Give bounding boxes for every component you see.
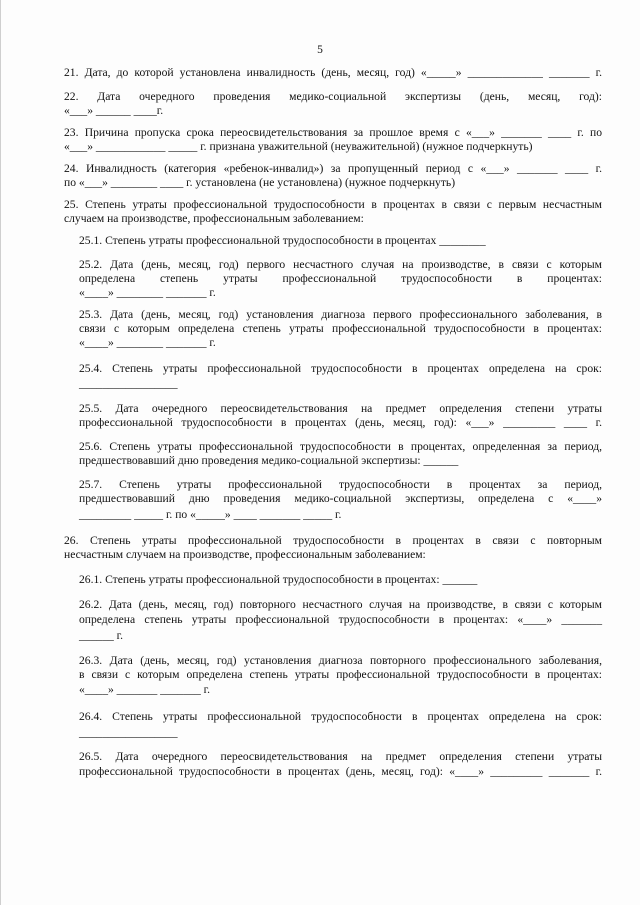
item-26-2-line-3: ______ г. bbox=[79, 629, 124, 642]
item-25-7-line-3: _________ _____ г. по «_____» ____ _______ _____ г. bbox=[79, 508, 342, 521]
item-26-2-line-1: 26.2. Дата (день, месяц, год) повторного несчастного случая на производстве, в связи с которым bbox=[79, 598, 602, 611]
item-25-2-line-2: определена степень утраты профессиональной трудоспособности в процентах: bbox=[79, 272, 602, 285]
item-25-6-line-2: предшествовавший дню проведения медико-социальной экспертизы: ______ bbox=[79, 454, 459, 467]
item-25-5-line-2: профессиональной трудоспособности в процентах (день, месяц, год): «___» _________ ____ г. bbox=[79, 416, 602, 429]
item-26-4-line-1: 26.4. Степень утраты профессиональной трудоспособности в процентах определена на срок: bbox=[79, 710, 602, 723]
item-26-3-line-1: 26.3. Дата (день, месяц, год) установления диагноза повторного профессионального заболевания, bbox=[79, 654, 602, 667]
item-26-3-line-2: в связи с которым определена степень утраты профессиональной трудоспособности в процентах: bbox=[79, 668, 602, 681]
page-left-edge bbox=[0, 0, 1, 905]
item-26-line-1: 26. Степень утраты профессиональной трудоспособности в процентах в связи с повторным bbox=[64, 534, 602, 547]
item-25-3-line-1: 25.3. Дата (день, месяц, год) установления диагноза первого профессионального заболевания, в bbox=[79, 308, 602, 321]
item-25-3-line-3: «____» ________ _______ г. bbox=[79, 336, 216, 349]
item-25-7-line-1: 25.7. Степень утраты профессиональной трудоспособности в процентах за период, bbox=[79, 478, 602, 491]
item-23-line-1: 23. Причина пропуска срока переосвидетельствования за прошлое время с «___» _______ ____ г. по bbox=[64, 126, 602, 139]
item-25-7-line-2: предшествовавший дню проведения медико-социальной экспертизы, определена с «____» bbox=[79, 492, 602, 505]
item-22-line-1: 22. Дата очередного проведения медико-социальной экспертизы (день, месяц, год): bbox=[64, 90, 602, 103]
item-25-2-line-3: «____» ________ _______ г. bbox=[79, 286, 216, 299]
item-22-line-2: «___» ______ ____г. bbox=[64, 104, 164, 117]
item-23-line-2: «___» ____________ _____ г. признана уважительной (неуважительной) (нужное подчеркнуть) bbox=[64, 140, 533, 153]
item-26-2-line-2: определена степень утраты профессиональной трудоспособности в процентах: «____» _______ bbox=[79, 613, 602, 626]
item-26-line-2: несчастным случаем на производстве, профессиональным заболеванием: bbox=[64, 548, 426, 561]
item-26-3-line-3: «____» _______ _______ г. bbox=[79, 683, 210, 696]
item-25-line-2: случаем на производстве, профессиональным заболеванием: bbox=[64, 212, 364, 225]
item-25-5-line-1: 25.5. Дата очередного переосвидетельствования на предмет определения степени утраты bbox=[79, 402, 602, 415]
item-25-line-1: 25. Степень утраты профессиональной трудоспособности в процентах в связи с первым несчастным bbox=[64, 198, 602, 211]
item-21-line-1: 21. Дата, до которой установлена инвалидность (день, месяц, год) «_____» _____________ _______ г. bbox=[64, 66, 602, 79]
item-25-6-line-1: 25.6. Степень утраты профессиональной трудоспособности в процентах, определенная за период, bbox=[79, 440, 602, 453]
page-number: 5 bbox=[317, 44, 323, 56]
item-24-line-2: по «___» ________ ____ г. установлена (не установлена) (нужное подчеркнуть) bbox=[64, 176, 456, 189]
item-25-1-line-1: 25.1. Степень утраты профессиональной трудоспособности в процентах ________ bbox=[79, 234, 486, 247]
item-26-4-line-2: _________________ bbox=[79, 726, 178, 739]
item-25-4-line-2: _________________ bbox=[79, 377, 178, 390]
item-25-4-line-1: 25.4. Степень утраты профессиональной трудоспособности в процентах определена на срок: bbox=[79, 362, 602, 375]
item-25-2-line-1: 25.2. Дата (день, месяц, год) первого несчастного случая на производстве, в связи с которым bbox=[79, 258, 602, 271]
item-26-5-line-2: профессиональной трудоспособности в процентах (день, месяц, год): «____» _________ _______ г. bbox=[79, 765, 602, 778]
item-26-5-line-1: 26.5. Дата очередного переосвидетельствования на предмет определения степени утраты bbox=[79, 750, 602, 763]
item-26-1-line-1: 26.1. Степень утраты профессиональной трудоспособности в процентах: ______ bbox=[79, 573, 478, 586]
item-25-3-line-2: связи с которым определена степень утраты профессиональной трудоспособности в процентах: bbox=[79, 322, 602, 335]
item-24-line-1: 24. Инвалидность (категория «ребенок-инвалид») за пропущенный период с «___» _______ ____ г. bbox=[64, 162, 602, 175]
